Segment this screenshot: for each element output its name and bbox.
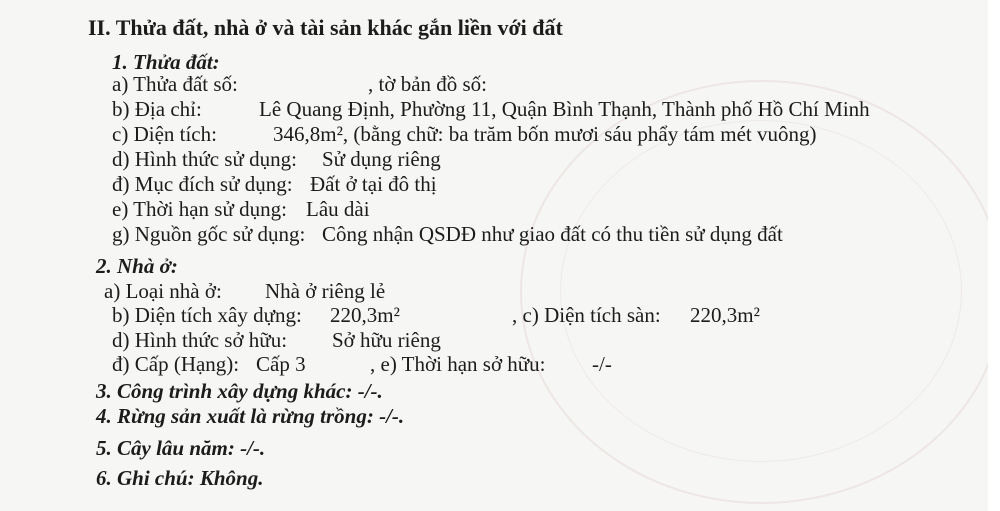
notes: 6. Ghi chú: Không. (96, 466, 264, 490)
land-usage-form-value: Sử dụng riêng (322, 147, 441, 171)
land-title: 1. Thửa đất: (112, 50, 220, 74)
perennial-trees: 5. Cây lâu năm: -/-. (96, 436, 266, 460)
house-grade-label: đ) Cấp (Hạng): (112, 352, 240, 376)
house-ownership-label: d) Hình thức sở hữu: (112, 328, 288, 352)
land-term-label: e) Thời hạn sử dụng: (112, 197, 287, 221)
watermark-seal-inner (560, 120, 962, 462)
house-type-value: Nhà ở riêng lẻ (265, 279, 386, 303)
house-floor-area-label: , c) Diện tích sàn: (512, 303, 661, 327)
section-heading: II. Thửa đất, nhà ở và tài sản khác gắn liền với đất (88, 15, 563, 40)
land-purpose-value: Đất ở tại đô thị (310, 172, 437, 196)
page-edge (988, 0, 1000, 511)
house-floor-area-value: 220,3m² (690, 303, 760, 327)
house-build-area-value: 220,3m² (330, 303, 400, 327)
land-area-label: c) Diện tích: (112, 122, 217, 146)
land-parcel-number-label: a) Thửa đất số: (112, 72, 238, 96)
land-term-value: Lâu dài (306, 197, 370, 221)
production-forest: 4. Rừng sản xuất là rừng trồng: -/-. (96, 404, 405, 428)
house-title: 2. Nhà ở: (96, 254, 178, 278)
land-address-label: b) Địa chỉ: (112, 97, 202, 121)
house-type-label: a) Loại nhà ở: (104, 279, 222, 303)
land-address-value: Lê Quang Định, Phường 11, Quận Bình Thạnh, Thành phố Hồ Chí Minh (259, 97, 870, 121)
land-map-sheet-label: , tờ bản đồ số: (368, 72, 488, 96)
other-works: 3. Công trình xây dựng khác: -/-. (96, 379, 383, 403)
house-term-value: -/- (592, 352, 612, 376)
house-ownership-value: Sở hữu riêng (332, 328, 441, 352)
land-purpose-label: đ) Mục đích sử dụng: (112, 172, 293, 196)
house-term-label: , e) Thời hạn sở hữu: (370, 352, 546, 376)
house-grade-value: Cấp 3 (256, 352, 306, 376)
land-area-value: 346,8m², (bằng chữ: ba trăm bốn mươi sáu phẩy tám mét vuông) (273, 122, 817, 146)
house-build-area-label: b) Diện tích xây dựng: (112, 303, 302, 327)
land-origin-label: g) Nguồn gốc sử dụng: (112, 222, 306, 246)
land-origin-value: Công nhận QSDĐ như giao đất có thu tiền sử dụng đất (322, 222, 783, 246)
land-usage-form-label: d) Hình thức sử dụng: (112, 147, 297, 171)
